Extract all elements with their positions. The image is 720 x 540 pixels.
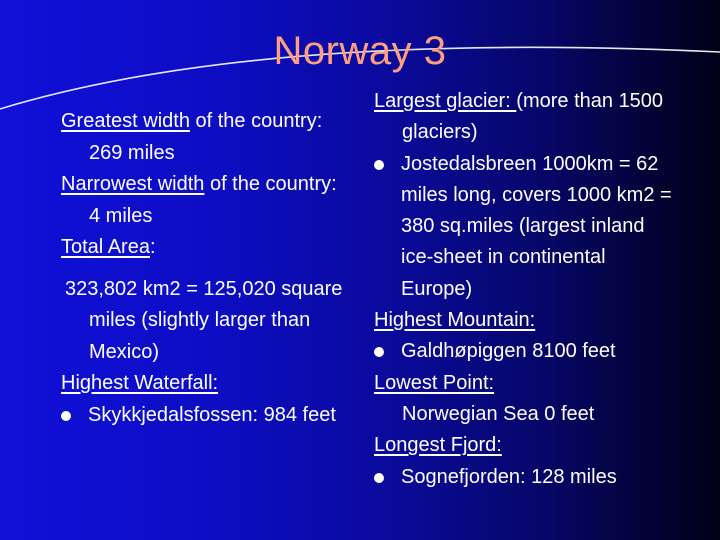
bullet-dot-icon — [374, 160, 384, 170]
narrowest-width-value: of the country: 4 miles — [89, 173, 337, 227]
left-column — [61, 106, 351, 431]
largest-glacier-label: Largest glacier: — [374, 90, 517, 112]
narrowest-width-text — [61, 169, 351, 232]
spacer — [61, 264, 351, 274]
largest-glacier-text — [374, 86, 674, 149]
total-area-value: 323,802 km2 = 125,020 square miles (slightly larger than Mexico) — [65, 277, 343, 363]
highest-waterfall-label: Highest Waterfall: — [61, 372, 219, 394]
greatest-width-text — [61, 106, 351, 169]
waterfall-bullet — [61, 400, 351, 432]
lowest-point-label: Lowest Point: — [374, 371, 495, 394]
bullet-dot-icon — [374, 347, 384, 357]
bullet-dot-icon — [374, 473, 384, 483]
fjord-value: Sognefjorden: 128 miles — [401, 465, 617, 488]
greatest-width-value: of the country: 269 miles — [89, 110, 323, 164]
lowest-point-value: Norwegian Sea 0 feet — [402, 402, 595, 425]
slide-title: Norway 3 — [273, 29, 447, 73]
narrowest-width-label: Narrowest width — [61, 173, 205, 195]
fjord-bullet — [374, 462, 674, 493]
highest-mountain-text — [374, 305, 674, 336]
right-column — [374, 86, 674, 493]
mountain-bullet — [374, 336, 674, 367]
longest-fjord-label: Longest Fjord: — [374, 434, 502, 457]
highest-waterfall-text — [61, 368, 351, 400]
largest-glacier-note: (more than 1500 glaciers) — [402, 90, 664, 144]
total-area-label: Total Area — [61, 236, 150, 258]
total-area-colon: : — [149, 236, 156, 258]
glacier-value: Jostedalsbreen 1000km = 62 miles long, covers 1000 km2 = 380 sq.miles (largest inland ice-sheet in continental Europe) — [401, 152, 672, 300]
greatest-width-label: Greatest width — [61, 110, 190, 132]
waterfall-value: Skykkjedalsfossen: 984 feet — [88, 403, 336, 426]
mountain-value: Galdhøpiggen 8100 feet — [401, 340, 616, 363]
glacier-bullet — [374, 149, 674, 305]
longest-fjord-text — [374, 430, 674, 461]
lowest-point-text — [374, 368, 674, 399]
total-area-text — [61, 232, 351, 264]
bullet-dot-icon — [61, 411, 71, 421]
highest-mountain-label: Highest Mountain: — [374, 309, 536, 332]
